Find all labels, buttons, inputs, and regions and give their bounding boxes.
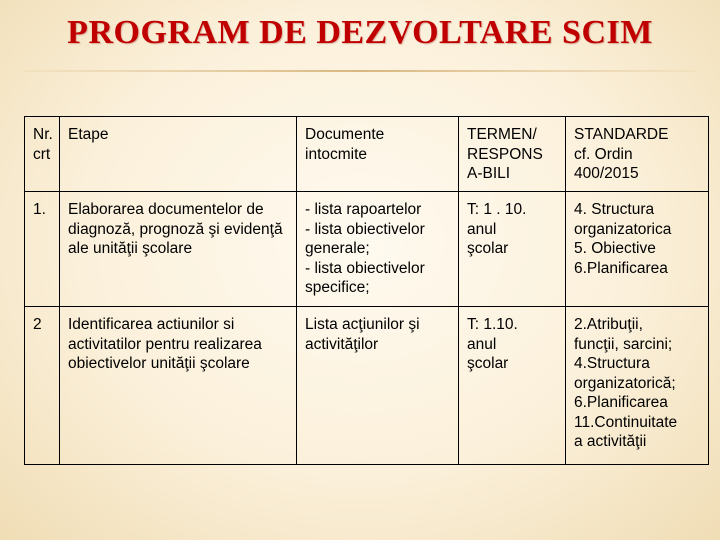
cell-termen: T: 1.10. anul şcolar	[459, 307, 566, 465]
slide-title: PROGRAM DE DEZVOLTARE SCIM	[67, 14, 653, 51]
table-header-row	[25, 117, 709, 192]
cell-etape: Elaborarea documentelor de diagnoză, prognoză şi evidenţă ale unităţii şcolare	[60, 192, 297, 307]
cell-nr: 1.	[25, 192, 60, 307]
title-divider	[24, 70, 696, 72]
cell-nr: 2	[25, 307, 60, 465]
cell-etape: Identificarea actiunilor si activitatilor pentru realizarea obiectivelor unităţii şcolare	[60, 307, 297, 465]
cell-standarde: 2.Atribuţii, funcţii, sarcini; 4.Structura organizatorică; 6.Planificarea 11.Continuitate a activităţii	[566, 307, 709, 465]
cell-documente: Lista acţiunilor şi activităţilor	[297, 307, 459, 465]
header-documente: Documente intocmite	[297, 117, 459, 192]
header-etape: Etape	[60, 117, 297, 192]
header-standarde: STANDARDE cf. Ordin 400/2015	[566, 117, 709, 192]
table-row	[25, 192, 709, 307]
table-row	[25, 307, 709, 465]
cell-documente: - lista rapoartelor - lista obiectivelor generale; - lista obiectivelor specifice;	[297, 192, 459, 307]
program-table	[24, 116, 709, 465]
cell-standarde: 4. Structura organizatorica 5. Obiective 6.Planificarea	[566, 192, 709, 307]
cell-termen: T: 1 . 10. anul şcolar	[459, 192, 566, 307]
header-nr-crt: Nr. crt	[25, 117, 60, 192]
header-termen: TERMEN/ RESPONS A-BILI	[459, 117, 566, 192]
